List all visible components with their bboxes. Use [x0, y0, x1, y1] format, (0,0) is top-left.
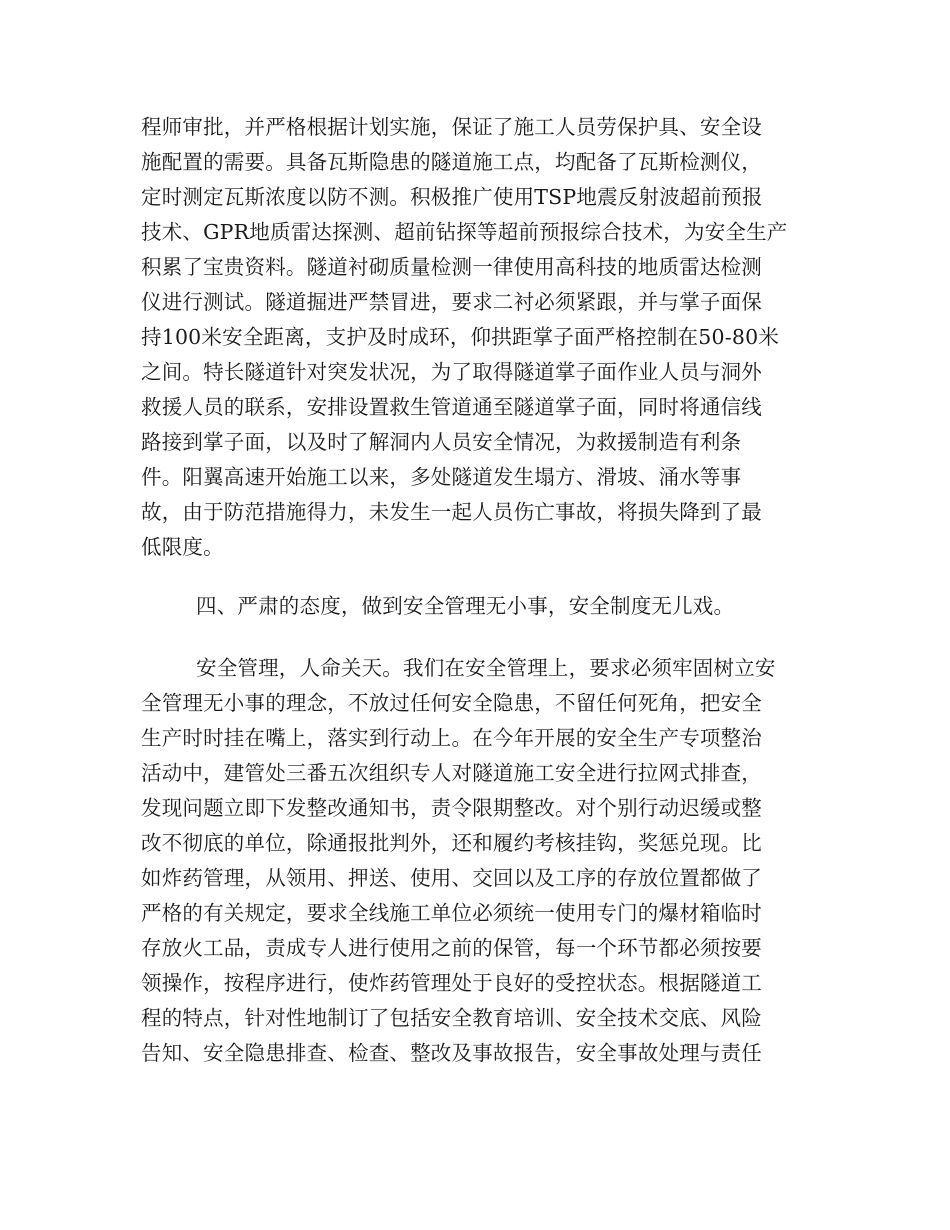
text-line: 严格的有关规定，要求全线施工单位必须统一使用专门的爆材箱临时 [141, 901, 762, 925]
section-heading: 四、严肃的态度，做到安全管理无小事，安全制度无儿戏。 [196, 594, 735, 618]
text-line: 存放火工品，责成专人进行使用之前的保管，每一个环节都必须按要 [141, 936, 762, 960]
text-line: 活动中，建管处三番五次组织专人对隧道施工安全进行拉网式排查， [141, 761, 762, 785]
text-line: 持100米安全距离，支护及时成环，仰拱距掌子面严格控制在50-80米 [141, 325, 780, 349]
text-line: 施配置的需要。具备瓦斯隐患的隧道施工点，均配备了瓦斯检测仪， [141, 150, 762, 174]
text-line: 程师审批，并严格根据计划实施，保证了施工人员劳保护具、安全设 [141, 115, 762, 139]
text-line: 领操作，按程序进行，使炸药管理处于良好的受控状态。根据隧道工 [141, 971, 762, 995]
text-line: 故，由于防范措施得力，未发生一起人员伤亡事故，将损失降到了最 [141, 500, 762, 524]
text-line: 之间。特长隧道针对突发状况，为了取得隧道掌子面作业人员与洞外 [141, 360, 762, 384]
text-line: 全管理无小事的理念，不放过任何安全隐患，不留任何死角，把安全 [141, 691, 762, 715]
text-line: 告知、安全隐患排查、检查、整改及事故报告，安全事故处理与责任 [141, 1041, 762, 1065]
text-line: 积累了宝贵资料。隧道衬砌质量检测一律使用高科技的地质雷达检测 [141, 255, 762, 279]
text-line: 仪进行测试。隧道掘进严禁冒进，要求二衬必须紧跟，并与掌子面保 [141, 290, 762, 314]
text-line: 发现问题立即下发整改通知书，责令限期整改。对个别行动迟缓或整 [141, 796, 762, 820]
text-line: 件。阳翼高速开始施工以来，多处隧道发生塌方、滑坡、涌水等事 [141, 465, 742, 489]
text-line: 路接到掌子面，以及时了解洞内人员安全情况，为救援制造有利条 [141, 430, 742, 454]
text-line: 安全管理，人命关天。我们在安全管理上，要求必须牢固树立安 [196, 656, 776, 680]
text-line: 技术、GPR地质雷达探测、超前钻探等超前预报综合技术，为安全生产 [141, 220, 788, 244]
text-line: 低限度。 [141, 535, 224, 559]
text-line: 救援人员的联系，安排设置救生管道通至隧道掌子面，同时将通信线 [141, 395, 762, 419]
text-line: 定时测定瓦斯浓度以防不测。积极推广使用TSP地震反射波超前预报 [141, 185, 763, 209]
text-line: 生产时时挂在嘴上，落实到行动上。在今年开展的安全生产专项整治 [141, 726, 762, 750]
text-line: 程的特点，针对性地制订了包括安全教育培训、安全技术交底、风险 [141, 1006, 762, 1030]
text-line: 如炸药管理，从领用、押送、使用、交回以及工序的存放位置都做了 [141, 866, 762, 890]
text-line: 改不彻底的单位，除通报批判外，还和履约考核挂钩，奖惩兑现。比 [141, 831, 762, 855]
